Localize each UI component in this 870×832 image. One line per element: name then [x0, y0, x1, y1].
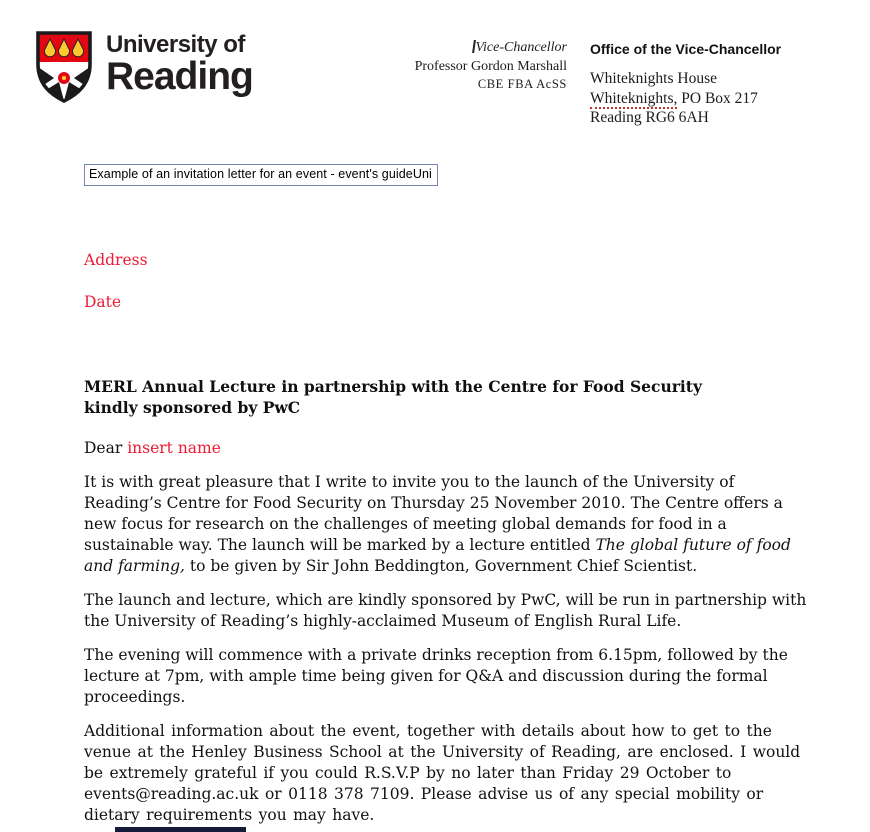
office-title: Office of the Vice-Chancellor — [590, 41, 782, 57]
date-placeholder: Date — [84, 293, 122, 311]
subject-line-2: kindly sponsored by PwC — [84, 398, 301, 417]
address-line-2: Whiteknights, PO Box 217 — [590, 89, 758, 107]
paragraph-2: The launch and lecture, which are kindly sponsored by PwC, will be run in partnership with the University of Reading’s highly-acclaimed Museum of English Rural Life. — [84, 591, 807, 630]
lecture-title-italic: The global future of food and farming, — [84, 536, 791, 575]
address-line-1: Whiteknights House — [590, 70, 717, 87]
cutoff-element-fragment — [115, 827, 246, 832]
logo-line-university-of: University of — [106, 31, 245, 58]
subject-heading — [84, 376, 811, 418]
address-placeholder: Address — [84, 251, 148, 269]
logo-line-reading: Reading — [106, 55, 253, 98]
university-logo — [35, 30, 253, 108]
university-crest-shield-icon — [35, 30, 93, 108]
vice-chancellor-block — [360, 40, 567, 92]
paragraph-3: The evening will commence with a private drinks reception from 6.15pm, followed by the lecture at 7pm, with ample time being given for Q&A and discussion during the formal proceedings. — [84, 646, 788, 706]
salutation-prefix: Dear — [84, 439, 128, 457]
office-address-lines — [590, 69, 781, 128]
office-address-block — [590, 41, 781, 128]
university-logo-wordmark — [106, 32, 253, 96]
address-line-3: Reading RG6 6AH — [590, 109, 709, 126]
vice-chancellor-honours: CBE FBA AcSS — [477, 77, 567, 91]
letter-body — [84, 243, 811, 832]
vice-chancellor-title: Vice-Chancellor — [360, 40, 567, 56]
subject-line-1: MERL Annual Lecture in partnership with the Centre for Food Security — [84, 377, 702, 396]
spellcheck-underlined-word: Whiteknights, — [590, 89, 678, 107]
insert-name-placeholder: insert name — [127, 439, 221, 457]
caption-text-box[interactable]: Example of an invitation letter for an event - event's guideUni — [84, 164, 438, 186]
vice-chancellor-name: Professor Gordon Marshall — [414, 59, 567, 74]
salutation-line — [84, 438, 811, 459]
paragraph-4: Additional information about the event, together with details about how to get to the venue at the Henley Business School at the University of Reading, are enclosed. I would be extremely grateful if you could R.S.V.P by no later than Friday 29 October to events@reading.ac.uk or 0118 378 7109. Please advise us of any special mobility or dietary requirements you may have. — [84, 722, 801, 824]
paragraph-1: It is with great pleasure that I write to invite you to the launch of the University of Reading’s Centre for Food Security on Thursday 25 November 2010. The Centre offers a new focus for research on the challenges of meeting global demands for food in a sustainable way. The launch will be marked by a lecture entitled The global future of food and farming, to be given by Sir John Beddington, Government Chief Scientist. — [84, 473, 791, 575]
